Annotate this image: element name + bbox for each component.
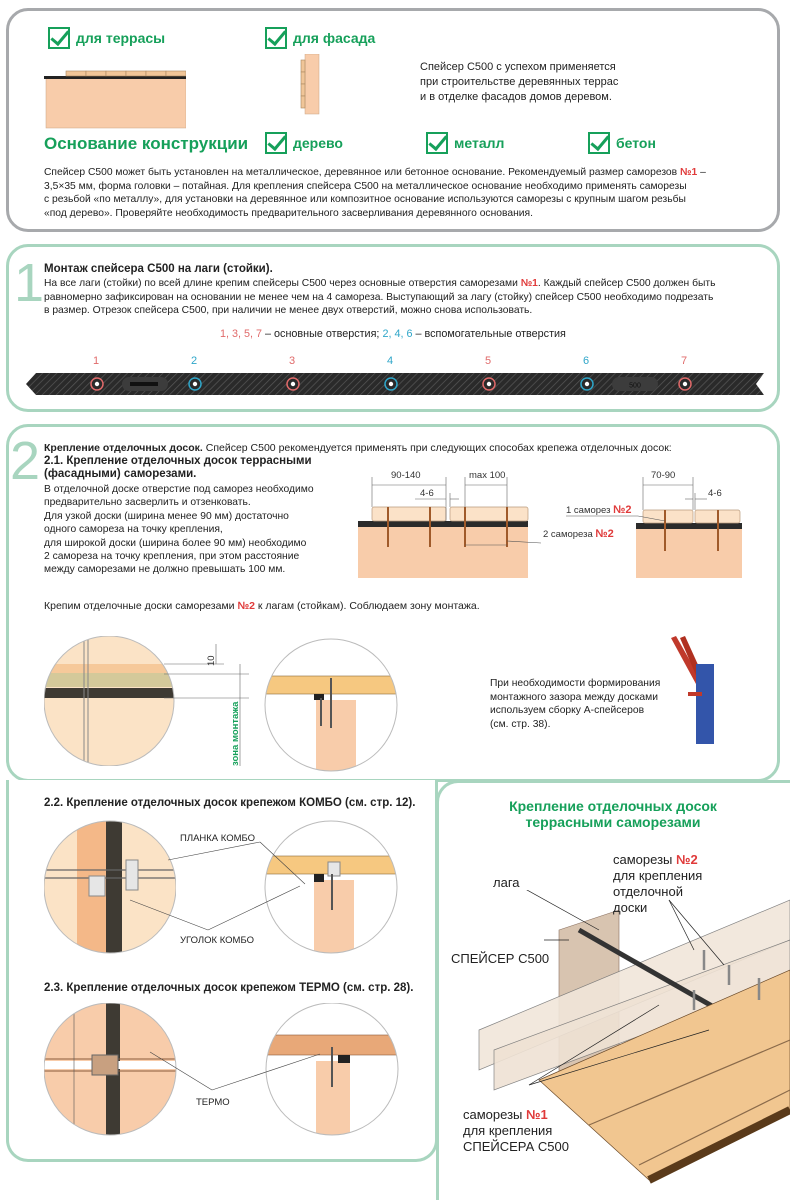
step2-number: 2 bbox=[10, 431, 41, 491]
base-desc-line: «под дерево». Проверяйте необходимость предварительного засверливания деревянного основания. bbox=[44, 207, 533, 219]
text-span: – вспомогательные отверстия bbox=[412, 328, 566, 340]
s21-line: для широкой доски (ширина более 90 мм) необходимо bbox=[44, 537, 307, 549]
hole-center bbox=[95, 382, 99, 386]
iso-screws2-callout bbox=[613, 852, 702, 916]
iso-title-line: Крепление отделочных досок bbox=[509, 798, 717, 814]
dim-90-140: 90-140 bbox=[391, 470, 421, 481]
step1-line bbox=[44, 277, 774, 291]
board bbox=[450, 507, 528, 521]
screw-no1-mark: №1 bbox=[680, 167, 698, 178]
spacer-c500-label: СПЕЙСЕР С500 bbox=[451, 951, 550, 966]
intro-line: и в отделке фасадов домов деревом. bbox=[420, 91, 612, 103]
base-description bbox=[44, 166, 774, 220]
iso-screws1-callout bbox=[463, 1107, 569, 1155]
hole-center bbox=[585, 382, 589, 386]
hole-label-5: 5 bbox=[485, 355, 492, 367]
s21-title bbox=[44, 455, 312, 481]
joist-right bbox=[636, 528, 742, 578]
text-span: Крепление отделочных досок. bbox=[44, 442, 203, 454]
dim-70-90: 70-90 bbox=[651, 470, 676, 481]
strip-logo-mark bbox=[130, 382, 158, 386]
checkbox-icon bbox=[265, 27, 287, 49]
iso-title-line: террасными саморезами bbox=[525, 814, 701, 830]
use-facade-label: для фасада bbox=[293, 30, 376, 46]
callout-line bbox=[463, 1107, 569, 1123]
board bbox=[643, 510, 693, 523]
screw-no2-mark: №2 bbox=[613, 504, 632, 516]
step1-line: в размер. Отрезок спейсера С500, при наличии не менее двух отверстий, можно снова использовать. bbox=[44, 305, 533, 317]
combo-leader-lines bbox=[100, 830, 350, 950]
text-span: На все лаги (стойки) по всей длине крепим спейсеры С500 через основные отверстия саморезами bbox=[44, 278, 521, 289]
callout-line: доски bbox=[613, 900, 648, 915]
zone-text bbox=[44, 600, 480, 614]
facade-illustration bbox=[300, 54, 320, 116]
s22-title: 2.2. Крепление отделочных досок крепежом КОМБО (см. стр. 12). bbox=[44, 797, 416, 809]
hole-center bbox=[683, 382, 687, 386]
screw-no1-mark: №1 bbox=[526, 1107, 548, 1122]
s23-title: 2.3. Крепление отделочных досок крепежом ТЕРМО (см. стр. 28). bbox=[44, 982, 414, 994]
s21-line: между саморезами не должно превышать 100 мм. bbox=[44, 564, 286, 576]
s21-line: предварительно засверлить и отзенковать. bbox=[44, 497, 251, 509]
use-facade-check bbox=[265, 27, 375, 49]
step1-line: равномерно зафиксирован на основании не менее чем на 4 самореза. Выступающий за лагу (стойку) спейсер С500 необходимо подрезать bbox=[44, 291, 714, 303]
checkbox-icon bbox=[588, 132, 610, 154]
hole-center bbox=[389, 382, 393, 386]
a-spacer-illustration bbox=[666, 634, 724, 756]
terrace-illustration bbox=[44, 68, 186, 130]
base-heading: Основание конструкции bbox=[44, 134, 249, 153]
planka-combo-label: ПЛАНКА КОМБО bbox=[180, 833, 256, 844]
callout-line: отделочной bbox=[613, 884, 683, 899]
s21-title-line: 2.1. Крепление отделочных досок террасными bbox=[44, 455, 312, 467]
base-metal-check bbox=[426, 132, 504, 154]
callout-two-screws bbox=[543, 528, 614, 540]
joist-shape bbox=[46, 78, 186, 128]
spacer-right bbox=[636, 523, 742, 529]
a-spacer-line: При необходимости формирования bbox=[490, 678, 661, 689]
screw-no2-mark: №2 bbox=[237, 600, 255, 612]
base-wood-check bbox=[265, 132, 343, 154]
checkbox-icon bbox=[48, 27, 70, 49]
base-desc-line bbox=[44, 166, 774, 180]
s21-text bbox=[44, 483, 314, 577]
ugolok-combo-label: УГОЛОК КОМБО bbox=[180, 935, 254, 946]
zone-top-view bbox=[44, 636, 254, 766]
step1-text bbox=[44, 277, 774, 318]
a-spacer-line: используем сборку А-спейсеров bbox=[490, 705, 645, 717]
hole-label-1: 1 bbox=[93, 355, 100, 367]
checkbox-icon bbox=[426, 132, 448, 154]
dim-gap-right: 4-6 bbox=[708, 488, 722, 499]
zone-side-view bbox=[264, 638, 399, 773]
a-spacer-line: монтажного зазора между досками bbox=[490, 691, 658, 703]
screw-no2-mark: №2 bbox=[676, 852, 698, 867]
holes-legend bbox=[220, 328, 566, 342]
text-span: саморезы bbox=[613, 852, 676, 867]
hole-center bbox=[291, 382, 295, 386]
callout-line: для крепления bbox=[613, 868, 703, 883]
hole-center bbox=[487, 382, 491, 386]
spacer-left bbox=[358, 521, 528, 527]
hole-label-6: 6 bbox=[583, 355, 590, 367]
base-metal-label: металл bbox=[454, 135, 505, 151]
step1-title: Монтаж спейсера С500 на лаги (стойки). bbox=[44, 263, 273, 275]
a-spacer-text bbox=[490, 677, 660, 731]
checkbox-icon bbox=[265, 132, 287, 154]
board bbox=[372, 507, 446, 521]
dim-10: 10 bbox=[206, 655, 217, 666]
screw-no1-mark: №1 bbox=[520, 278, 538, 289]
base-concrete-label: бетон bbox=[616, 135, 656, 151]
callout-line bbox=[613, 852, 702, 868]
hole-center bbox=[193, 382, 197, 386]
callout-line: СПЕЙСЕРА С500 bbox=[463, 1139, 569, 1154]
callout-one-screw bbox=[566, 504, 632, 516]
hole-label-7: 7 bbox=[681, 355, 688, 367]
dim-max-100: max 100 bbox=[469, 470, 506, 481]
step2-title bbox=[44, 442, 672, 456]
s21-title-line: (фасадными) саморезами. bbox=[44, 468, 197, 480]
board-section-diagram bbox=[355, 463, 757, 578]
dim-gap-left: 4-6 bbox=[420, 488, 434, 499]
text-span: Спейсер С500 рекомендуется применять при следующих способах крепежа отделочных досок: bbox=[202, 442, 672, 454]
main-holes-numbers: 1, 3, 5, 7 bbox=[220, 328, 263, 340]
text-span: 1 саморез bbox=[566, 505, 614, 516]
s21-line: одного самореза на точку крепления, bbox=[44, 524, 223, 536]
base-wood-label: дерево bbox=[293, 135, 343, 151]
text-span: к лагам (стойкам). Соблюдаем зону монтажа. bbox=[255, 600, 480, 612]
hole-label-4: 4 bbox=[387, 355, 394, 367]
text-span: . Каждый спейсер С500 должен быть bbox=[537, 278, 716, 289]
text-span: Спейсер С500 может быть установлен на металлическое, деревянное или бетонное основание. Рекомендуемый размер саморезов bbox=[44, 167, 680, 178]
zone-label: зона монтажа bbox=[230, 701, 241, 766]
use-terrace-check bbox=[48, 27, 165, 49]
text-span: саморезы bbox=[463, 1107, 526, 1122]
use-terrace-label: для террасы bbox=[76, 30, 166, 46]
callout-line: для крепления bbox=[463, 1123, 553, 1138]
text-span: – bbox=[697, 167, 706, 178]
hole-label-2: 2 bbox=[191, 355, 198, 367]
hole-label-3: 3 bbox=[289, 355, 296, 367]
spacer-strip bbox=[22, 372, 764, 396]
text-span: – основные отверстия; bbox=[262, 328, 383, 340]
screw-no2-mark: №2 bbox=[595, 528, 614, 540]
intro-line: Спейсер С500 с успехом применяется bbox=[420, 61, 616, 73]
s21-line: Для узкой доски (ширина менее 90 мм) достаточно bbox=[44, 510, 289, 522]
aux-holes-numbers: 2, 4, 6 bbox=[382, 328, 413, 340]
base-desc-line: 3,5×35 мм, форма головки – потайная. Для крепления спейсера С500 на металлическое основание необходимо применять саморезы bbox=[44, 180, 687, 192]
base-desc-line: с резьбой «по металлу», для установки на деревянное или композитное основание используются саморезы с крупным шагом резьбы bbox=[44, 194, 686, 206]
s21-line: 2 самореза на точку крепления, при этом расстояние bbox=[44, 551, 300, 563]
laga-label: лага bbox=[493, 875, 520, 890]
strip-mark-text: 500 bbox=[629, 382, 641, 390]
step1-number: 1 bbox=[14, 253, 45, 313]
termo-leader-lines bbox=[140, 1050, 340, 1130]
intro-line: при строительстве деревянных террас bbox=[420, 76, 619, 88]
intro-text bbox=[420, 60, 618, 105]
termo-label: ТЕРМО bbox=[196, 1097, 230, 1108]
joist-left bbox=[358, 526, 528, 578]
text-span: 2 самореза bbox=[543, 529, 596, 540]
a-spacer-line: (см. стр. 38). bbox=[490, 718, 551, 730]
spacer-strip-shape bbox=[44, 76, 186, 79]
base-concrete-check bbox=[588, 132, 656, 154]
s21-line: В отделочной доске отверстие под саморез необходимо bbox=[44, 484, 314, 495]
text-span: Крепим отделочные доски саморезами bbox=[44, 600, 238, 612]
deck-boards bbox=[66, 71, 186, 76]
iso-title bbox=[436, 798, 790, 830]
